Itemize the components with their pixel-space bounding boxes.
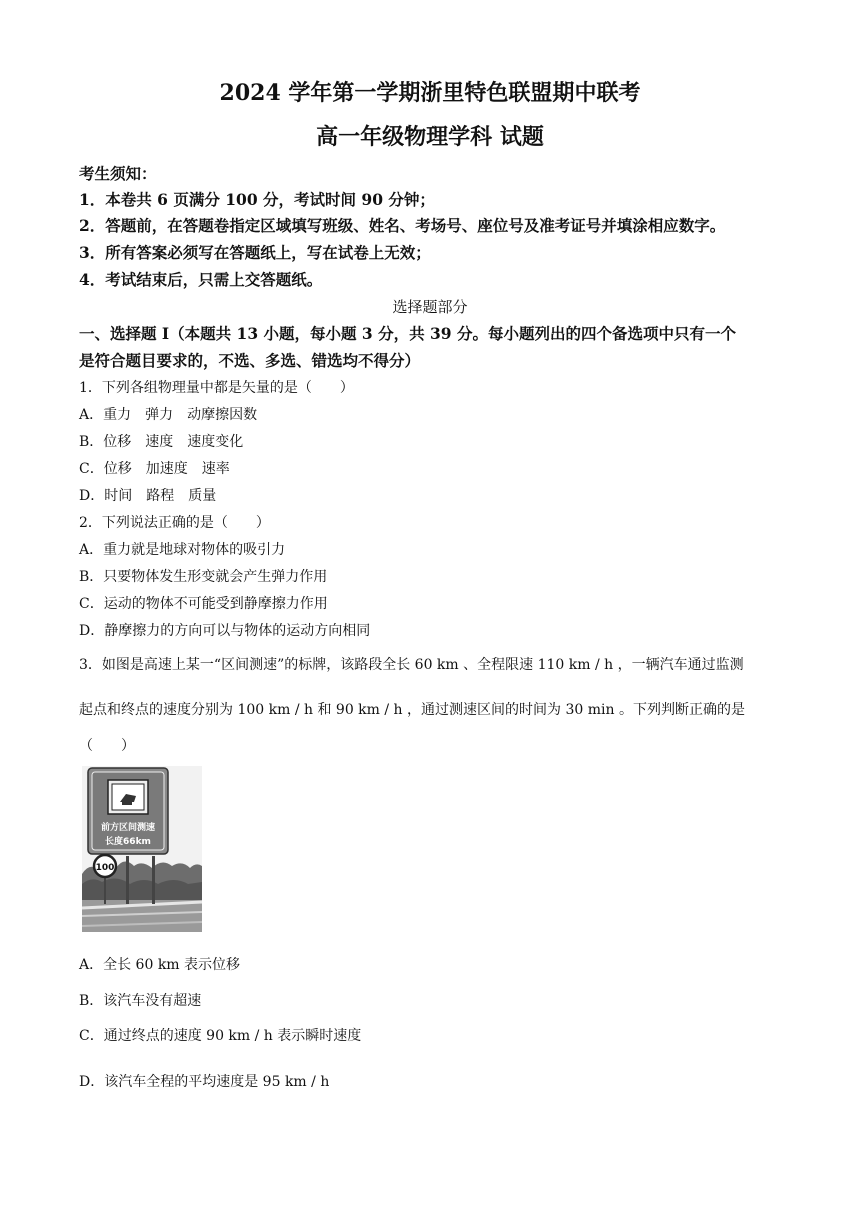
q3-option-a: A．全长 60 km 表示位移: [79, 957, 241, 973]
sign-text-line2: 长度66km: [105, 837, 151, 847]
q3-option-d: D．该汽车全程的平均速度是 95 km / h: [79, 1074, 330, 1090]
q1-stem: 1．下列各组物理量中都是矢量的是（ ）: [79, 380, 354, 396]
q2-option-d: D．静摩擦力的方向可以与物体的运动方向相同: [79, 623, 371, 639]
part1-instructions-line2: 是符合题目要求的，不选、多选、错选均不得分）: [79, 351, 421, 370]
q1-option-a: A．重力 弹力 动摩擦因数: [79, 407, 258, 423]
exam-subtitle: 高一年级物理学科 试题: [316, 124, 544, 150]
q2-stem: 2．下列说法正确的是（ ）: [79, 515, 270, 531]
q3-option-b: B．该汽车没有超速: [79, 993, 202, 1009]
sign-text-line1: 前方区间测速: [100, 823, 156, 833]
q2-option-c: C．运动的物体不可能受到静摩擦力作用: [79, 596, 328, 612]
speed-zone-sign-figure: [82, 766, 202, 932]
q3-stem-line3: （ ）: [79, 738, 135, 754]
q2-option-a: A．重力就是地球对物体的吸引力: [79, 542, 286, 558]
notice-heading: 考生须知：: [79, 164, 157, 183]
exam-title: 2024 学年第一学期浙里特色联盟期中联考: [219, 80, 641, 106]
part1-instructions-line1: 一、选择题 I（本题共 13 小题，每小题 3 分，共 39 分。每小题列出的四个备选项中只有一个: [79, 324, 736, 343]
notice-item-4: 4．考试结束后，只需上交答题纸。: [79, 270, 323, 289]
q3-stem-line2: 起点和终点的速度分别为 100 km / h 和 90 km / h ，通过测速区间的时间为 30 min 。下列判断正确的是: [79, 702, 745, 718]
notice-item-2: 2．答题前，在答题卷指定区域填写班级、姓名、考场号、座位号及准考证号并填涂相应数字。: [79, 216, 726, 235]
q3-option-c: C．通过终点的速度 90 km / h 表示瞬时速度: [79, 1028, 362, 1044]
q1-option-b: B．位移 速度 速度变化: [79, 434, 244, 450]
q1-option-c: C．位移 加速度 速率: [79, 461, 230, 477]
notice-item-1: 1．本卷共 6 页满分 100 分，考试时间 90 分钟；: [79, 190, 435, 209]
q2-option-b: B．只要物体发生形变就会产生弹力作用: [79, 569, 328, 585]
section-title: 选择题部分: [392, 298, 468, 316]
speed-limit-text: 100: [95, 863, 115, 873]
q1-option-d: D．时间 路程 质量: [79, 488, 217, 504]
notice-item-3: 3．所有答案必须写在答题纸上，写在试卷上无效；: [79, 243, 431, 262]
q3-stem-line1: 3．如图是高速上某一“区间测速”的标牌，该路段全长 60 km 、全程限速 110 km / h ，一辆汽车通过监测: [79, 657, 744, 673]
